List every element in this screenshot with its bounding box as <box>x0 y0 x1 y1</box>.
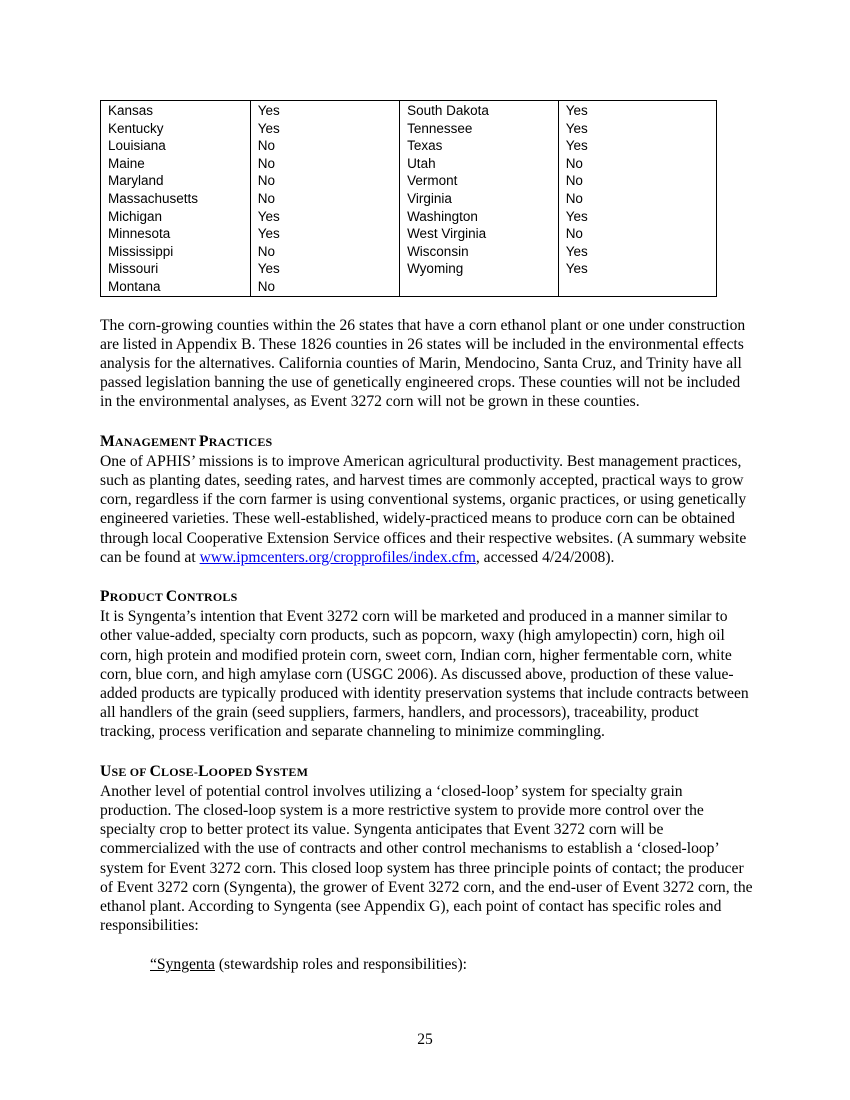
right-state-cell: Washington <box>407 208 478 224</box>
right-state-cell: Virginia <box>407 190 452 206</box>
management-practices-paragraph: One of APHIS’ missions is to improve American agricultural productivity. Best management practices, such as planting dates, seeding rates, and harvest times are commonly accepted, practical ways to grow corn, regardless if the corn farmer is using conventional systems, organic practices, or using genetically engineered varieties. These well-established, widely-practiced means to produce corn can be obtained through local Cooperative Extension Service offices and their respective websites. (A summary website can be found at www.ipmcenters.org/cropprofiles/index.cfm, accessed 4/24/2008). <box>100 452 747 566</box>
left-value-cell: Yes <box>257 103 280 118</box>
left-value-column <box>250 101 399 297</box>
right-state-cell: Utah <box>407 155 436 171</box>
table-row <box>101 101 717 297</box>
left-value-cell: Yes <box>257 208 280 224</box>
left-state-cell: Mississippi <box>108 243 174 259</box>
product-controls-heading: PRODUCT CONTROLS <box>100 587 238 605</box>
left-value-cell: Yes <box>257 120 280 136</box>
product-controls-section <box>100 587 755 742</box>
left-state-cell: Kansas <box>108 103 154 118</box>
right-state-column <box>400 101 559 297</box>
left-state-cell: Minnesota <box>108 226 171 242</box>
right-state-cell: West Virginia <box>407 226 487 242</box>
right-value-cell: Yes <box>565 261 588 277</box>
state-ethanol-table <box>100 100 717 297</box>
right-value-cell: No <box>565 155 583 171</box>
intro-paragraph: The corn-growing counties within the 26 states that have a corn ethanol plant or one under construction are listed in Appendix B. These 1826 counties in 26 states will be included in the environmental effects analysis for the alternatives. California counties of Marin, Mendocino, Santa Cruz, and Trinity have all passed legislation banning the use of genetically engineered crops. These counties will not be included in the environmental analyses, as Event 3272 corn will not be grown in these counties. <box>100 316 746 411</box>
right-state-cell: Wyoming <box>407 261 464 277</box>
left-value-cell: No <box>257 243 275 259</box>
left-value-cell: Yes <box>257 261 280 277</box>
left-state-cell: Montana <box>108 278 161 294</box>
right-state-cell: Texas <box>407 138 443 154</box>
ipmcenters-link[interactable]: www.ipmcenters.org/cropprofiles/index.cfm <box>199 548 476 566</box>
right-value-cell: Yes <box>565 208 588 224</box>
right-value-column <box>558 101 716 297</box>
right-value-cell: No <box>565 173 583 189</box>
product-controls-paragraph: It is Syngenta’s intention that Event 3272 corn will be marketed and produced in a manner similar to other value-added, specialty corn products, such as popcorn, waxy (high amylopectin) corn, high oil corn, high protein and modified protein corn, sweet corn, Indian corn, higher fermentable corn, white corn, blue corn, and high amylase corn (USGC 2006). As discussed above, production of these value-added products are typically produced with identity preservation systems that include contracts between all handlers of the grain (seed suppliers, farmers, handlers, and processors), traceability, product tracking, process verification and separate channeling to minimize commingling. <box>100 608 749 741</box>
closed-loop-section <box>100 762 755 936</box>
left-state-cell: Maine <box>108 155 145 171</box>
closed-loop-paragraph: Another level of potential control involves utilizing a ‘closed-loop’ system for specialty grain production. The closed-loop system is a more restrictive system to provide more control over the specialty crop to better protect its value. Syngenta anticipates that Event 3272 corn will be commercialized with the use of contracts and other control mechanisms to establish a ‘closed-loop’ system for Event 3272 corn. This closed loop system has three principle points of contact; the producer of Event 3272 corn (Syngenta), the grower of Event 3272 corn, and the end-user of Event 3272 corn, the ethanol plant. According to Syngenta (see Appendix G), each point of contact has specific roles and responsibilities: <box>100 782 753 935</box>
right-state-cell: Vermont <box>407 173 458 189</box>
left-state-column <box>101 101 251 297</box>
right-state-cell: Tennessee <box>407 120 473 136</box>
right-value-cell: No <box>565 190 583 206</box>
syngenta-underlined: “Syngenta <box>150 956 215 974</box>
left-state-cell: Michigan <box>108 208 163 224</box>
management-practices-heading: MANAGEMENT PRACTICES <box>100 432 273 450</box>
right-state-cell: Wisconsin <box>407 243 469 259</box>
left-state-cell: Louisiana <box>108 138 166 154</box>
closed-loop-heading: USE OF CLOSE-LOOPED SYSTEM <box>100 762 309 780</box>
right-value-cell: Yes <box>565 103 588 118</box>
left-value-cell: No <box>257 278 275 294</box>
left-state-cell: Missouri <box>108 261 159 277</box>
left-state-cell: Massachusetts <box>108 190 199 206</box>
left-value-cell: No <box>257 138 275 154</box>
page-number: 25 <box>417 1031 433 1048</box>
left-value-cell: No <box>257 190 275 206</box>
right-value-cell: Yes <box>565 243 588 259</box>
left-state-cell: Maryland <box>108 173 164 189</box>
right-state-cell: South Dakota <box>407 103 489 118</box>
right-value-cell: Yes <box>565 138 588 154</box>
left-state-cell: Kentucky <box>108 120 164 136</box>
right-value-cell: No <box>565 226 583 242</box>
page-content <box>100 100 755 975</box>
right-value-cell: Yes <box>565 120 588 136</box>
left-value-cell: No <box>257 173 275 189</box>
left-value-cell: No <box>257 155 275 171</box>
syngenta-quote: “Syngenta (stewardship roles and responsibilities): <box>150 956 468 974</box>
management-practices-section <box>100 432 755 567</box>
left-value-cell: Yes <box>257 226 280 242</box>
